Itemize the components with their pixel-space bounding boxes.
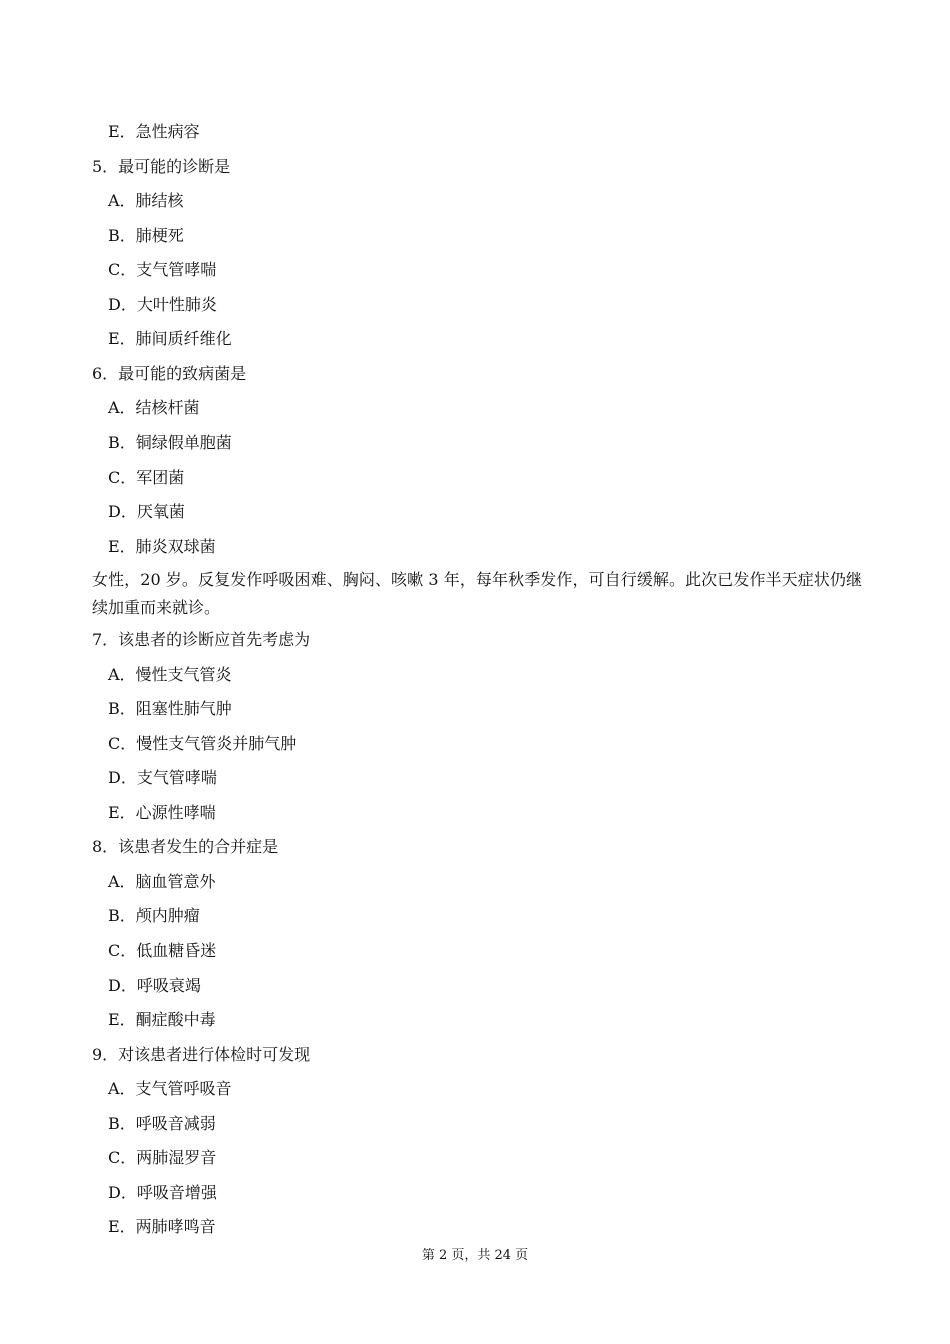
answer-option: C．两肺湿罗音: [108, 1148, 217, 1168]
answer-option: A．支气管呼吸音: [108, 1079, 232, 1099]
answer-option: E．心源性哮喘: [108, 802, 216, 822]
answer-option: A．脑血管意外: [108, 871, 216, 891]
answer-option: A．结核杆菌: [108, 398, 200, 418]
answer-option: A．肺结核: [108, 191, 184, 211]
answer-option: B．颅内肿瘤: [108, 906, 200, 926]
question-stem: 9．对该患者进行体检时可发现: [92, 1044, 311, 1064]
answer-option: A．慢性支气管炎: [108, 664, 232, 684]
answer-option: E．肺间质纤维化: [108, 329, 232, 349]
page-footer: 第 2 页，共 24 页: [421, 1248, 529, 1263]
answer-option: C．军团菌: [108, 467, 185, 487]
answer-option: D．大叶性肺炎: [108, 294, 217, 314]
answer-option: D．呼吸音增强: [108, 1182, 217, 1202]
answer-option: C．慢性支气管炎并肺气肿: [108, 733, 297, 753]
answer-option: D．支气管哮喘: [108, 768, 217, 788]
case-description: 女性，20 岁。反复发作呼吸困难、胸闷、咳嗽 3 年，每年秋季发作，可自行缓解。此次已发作半天症状仍继续加重而来就诊。: [92, 570, 862, 617]
answer-option: B．呼吸音减弱: [108, 1113, 216, 1133]
answer-option: C．支气管哮喘: [108, 260, 217, 280]
answer-option: E．酮症酸中毒: [108, 1010, 216, 1030]
question-stem: 7．该患者的诊断应首先考虑为: [92, 630, 311, 649]
answer-option: E．急性病容: [108, 122, 200, 141]
answer-option: B．铜绿假单胞菌: [108, 432, 232, 452]
answer-option: C．低血糖昏迷: [108, 940, 217, 960]
answer-option: D．厌氧菌: [108, 502, 185, 522]
question-stem: 6．最可能的致病菌是: [92, 363, 247, 383]
answer-option: E．两肺哮鸣音: [108, 1217, 216, 1237]
answer-option: B．肺梗死: [108, 225, 184, 245]
question-stem: 5．最可能的诊断是: [92, 156, 231, 176]
answer-option: E．肺炎双球菌: [108, 536, 216, 556]
answer-option: B．阻塞性肺气肿: [108, 699, 232, 719]
question-stem: 8．该患者发生的合并症是: [92, 837, 279, 857]
answer-option: D．呼吸衰竭: [108, 975, 201, 995]
